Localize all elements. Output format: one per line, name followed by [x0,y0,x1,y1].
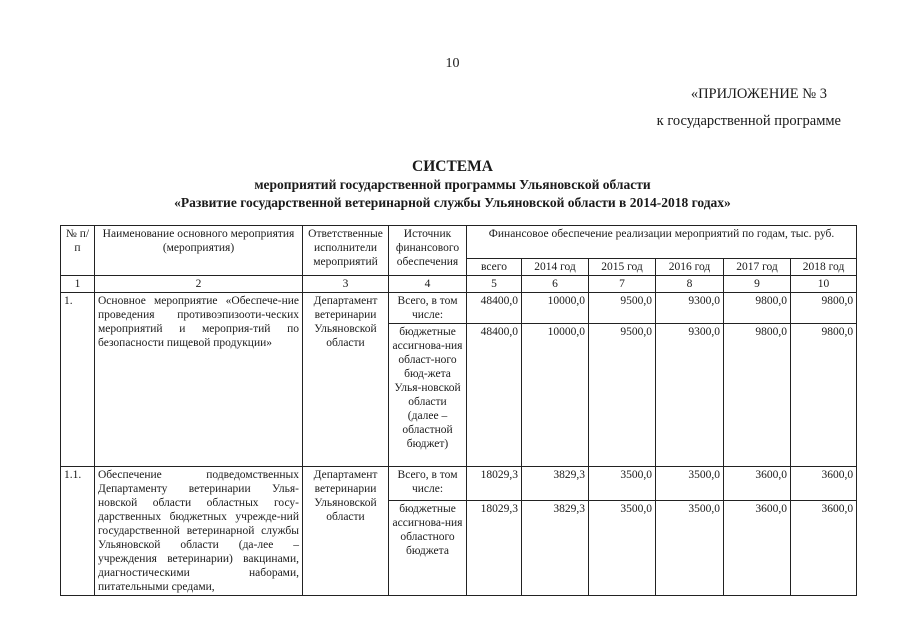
row-sub-value: 9500,0 [589,324,656,467]
row-total-value: 10000,0 [522,293,589,324]
row-total-value: 3829,3 [522,467,589,501]
header-name: Наименование основного мероприятия (мероприятия) [95,226,303,276]
row-name: Основное мероприятие «Обеспече-ние проведения противоэпизооти-ческих мероприятий и мероприя-тий по безопасности пищевой продукции» [95,293,303,467]
row-total-value: 3500,0 [589,467,656,501]
appendix-title: «ПРИЛОЖЕНИЕ № 3 [690,86,827,102]
column-number: 9 [724,276,791,293]
row-sub-value: 9300,0 [656,324,724,467]
measures-table [60,225,857,596]
row-responsible: Департамент ветеринарии Ульяновской области [303,293,389,467]
row-responsible: Департамент ветеринарии Ульяновской области [303,467,389,596]
row-sub-value: 48400,0 [467,324,522,467]
column-number: 5 [467,276,522,293]
column-number: 2 [95,276,303,293]
row-total-value: 48400,0 [467,293,522,324]
row-sub-value: 3829,3 [522,500,589,595]
row-sub-value: 3600,0 [724,500,791,595]
column-number: 4 [389,276,467,293]
header-2015: 2015 год [589,259,656,276]
row-name: Обеспечение подведомственных Департаменту ветеринарии Улья-новской области областных госу-дарственных бюджетных учрежде-ний государственной ветеринарной службы Ульяновской области (да-лее – учреждения ветеринарии) вакцинами, диагностическими наборами, питательными средами, [95,467,303,596]
column-number: 10 [791,276,857,293]
heading-line-1: СИСТЕМА [412,158,493,175]
row-total-value: 9300,0 [656,293,724,324]
row-source-sub: бюджетные ассигнова-ния областного бюджета [389,500,467,595]
row-total-value: 9500,0 [589,293,656,324]
row-source-sub: бюджетные ассигнова-ния област-ного бюд-жета Улья-новской области (далее – областной бюджет) [389,324,467,467]
page-number: 10 [445,56,460,71]
table-row [61,293,857,324]
appendix-subtitle: к государственной программе [656,113,841,129]
column-number: 6 [522,276,589,293]
header-source: Источник финансового обеспечения [389,226,467,276]
row-total-value: 3600,0 [791,467,857,501]
heading-line-3: «Развитие государственной ветеринарной службы Ульяновской области в 2014-2018 годах» [174,195,731,210]
row-total-value: 3600,0 [724,467,791,501]
row-sub-value: 18029,3 [467,500,522,595]
row-sub-value: 10000,0 [522,324,589,467]
row-sub-value: 3500,0 [589,500,656,595]
row-num: 1.1. [61,467,95,596]
header-2016: 2016 год [656,259,724,276]
row-total-value: 3500,0 [656,467,724,501]
header-2014: 2014 год [522,259,589,276]
document-heading [0,158,905,212]
row-sub-value: 3500,0 [656,500,724,595]
column-number: 7 [589,276,656,293]
heading-line-2: мероприятий государственной программы Ульяновской области [254,177,651,192]
column-number: 1 [61,276,95,293]
column-number: 8 [656,276,724,293]
column-number-row [61,276,857,293]
header-responsible: Ответственные исполнители мероприятий [303,226,389,276]
header-2018: 2018 год [791,259,857,276]
row-sub-value: 9800,0 [791,324,857,467]
header-2017: 2017 год [724,259,791,276]
column-number: 3 [303,276,389,293]
row-total-value: 9800,0 [724,293,791,324]
row-source-total: Всего, в том числе: [389,293,467,324]
row-sub-value: 9800,0 [724,324,791,467]
row-total-value: 18029,3 [467,467,522,501]
table-row [61,467,857,501]
row-num: 1. [61,293,95,467]
row-total-value: 9800,0 [791,293,857,324]
header-total: всего [467,259,522,276]
header-financing: Финансовое обеспечение реализации мероприятий по годам, тыс. руб. [467,226,857,259]
row-source-total: Всего, в том числе: [389,467,467,501]
header-num: № п/п [61,226,95,276]
row-sub-value: 3600,0 [791,500,857,595]
